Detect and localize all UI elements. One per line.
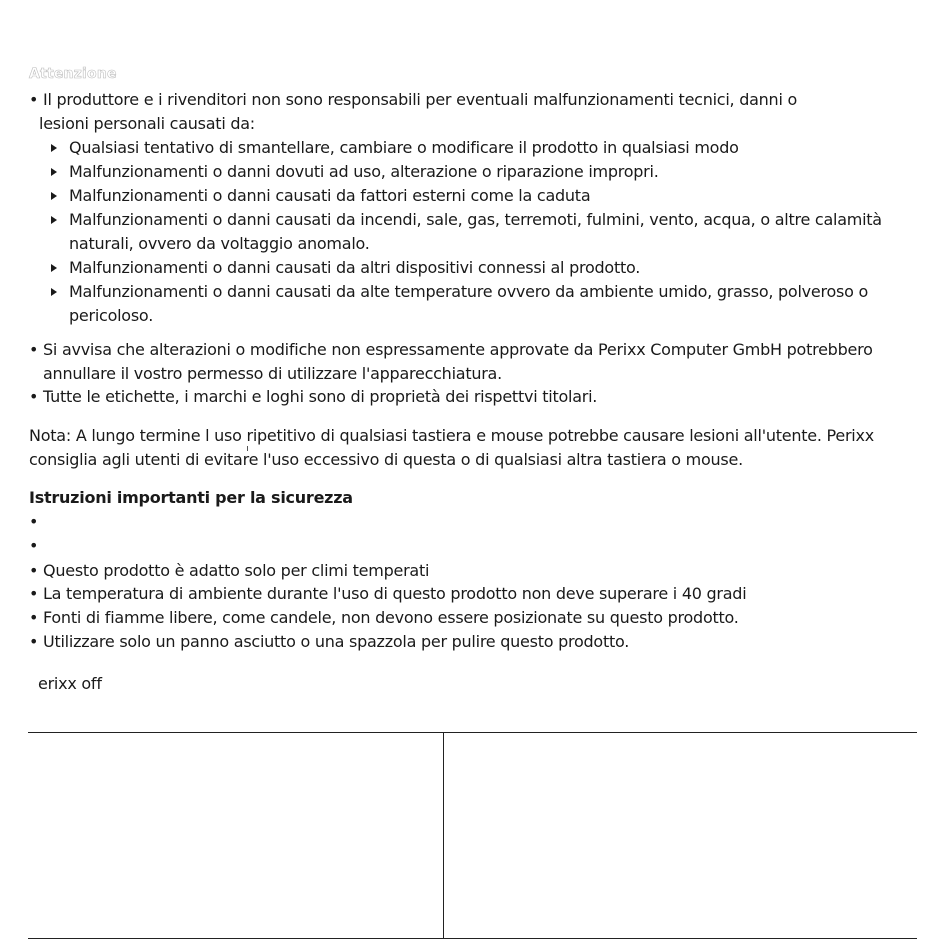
empty-table-grid <box>28 732 917 938</box>
bullet-dot: • <box>29 387 39 406</box>
attention-heading: Attenzione <box>29 66 117 82</box>
table-top-border <box>28 732 917 733</box>
triangle-bullet-icon <box>51 192 57 200</box>
safety-title: Istruzioni importanti per la sicurezza <box>29 488 353 507</box>
modification-line-2: annullare il vostro permesso di utilizzare l'apparecchiatura. <box>43 364 502 383</box>
safety-item-6: Utilizzare solo un panno asciutto o una spazzola per pulire questo prodotto. <box>43 632 630 651</box>
sub-item-6-continued: pericoloso. <box>69 306 154 325</box>
modification-line-1: Si avvisa che alterazioni o modifiche non espressamente approvate da Perixx Computer GmbH potrebbero <box>43 340 873 359</box>
bullet-dot: • <box>29 584 39 603</box>
triangle-bullet-icon <box>51 144 57 152</box>
bullet-dot: • <box>29 512 39 531</box>
bullet-dot: • <box>29 608 39 627</box>
warning-intro-line-2: lesioni personali causati da: <box>39 114 255 133</box>
sub-item-4-continued: naturali, ovvero da voltaggio anomalo. <box>69 234 370 253</box>
note-line-2: consiglia agli utenti di evitare l'uso eccessivo di questa o di qualsiasi altra tastiera o mouse. <box>29 450 743 469</box>
table-bottom-border <box>28 938 917 939</box>
triangle-bullet-icon <box>51 168 57 176</box>
bullet-dot: • <box>29 90 39 109</box>
sub-item-2: Malfunzionamenti o danni dovuti ad uso, alterazione o riparazione impropri. <box>69 162 659 181</box>
sub-item-5: Malfunzionamenti o danni causati da altri dispositivi connessi al prodotto. <box>69 258 641 277</box>
note-line-1: Nota: A lungo termine l uso ripetitivo di qualsiasi tastiera e mouse potrebbe causare lesioni all'utente. Perixx <box>29 426 874 445</box>
bullet-dot: • <box>29 632 39 651</box>
truncated-text-fragment: erixx off <box>38 674 102 693</box>
safety-item-3: Questo prodotto è adatto solo per climi temperati <box>43 561 430 580</box>
sub-item-6: Malfunzionamenti o danni causati da alte temperature ovvero da ambiente umido, grasso, polveroso o <box>69 282 868 301</box>
trademark-line: Tutte le etichette, i marchi e loghi sono di proprietà dei rispettvi titolari. <box>43 387 598 406</box>
warning-intro-line-1: Il produttore e i rivenditori non sono responsabili per eventuali malfunzionamenti tecnici, danni o <box>43 90 798 109</box>
sub-item-1: Qualsiasi tentativo di smantellare, cambiare o modificare il prodotto in qualsiasi modo <box>69 138 739 157</box>
bullet-dot: • <box>29 536 39 555</box>
table-column-divider <box>443 732 444 938</box>
sub-item-3: Malfunzionamenti o danni causati da fattori esterni come la caduta <box>69 186 591 205</box>
bullet-dot: • <box>29 561 39 580</box>
safety-item-5: Fonti di fiamme libere, come candele, non devono essere posizionate su questo prodotto. <box>43 608 739 627</box>
bullet-dot: • <box>29 340 39 359</box>
triangle-bullet-icon <box>51 264 57 272</box>
triangle-bullet-icon <box>51 288 57 296</box>
triangle-bullet-icon <box>51 216 57 224</box>
sub-item-4: Malfunzionamenti o danni causati da incendi, sale, gas, terremoti, fulmini, vento, acqua, o altre calamità <box>69 210 882 229</box>
safety-item-4: La temperatura di ambiente durante l'uso di questo prodotto non deve superare i 40 gradi <box>43 584 747 603</box>
